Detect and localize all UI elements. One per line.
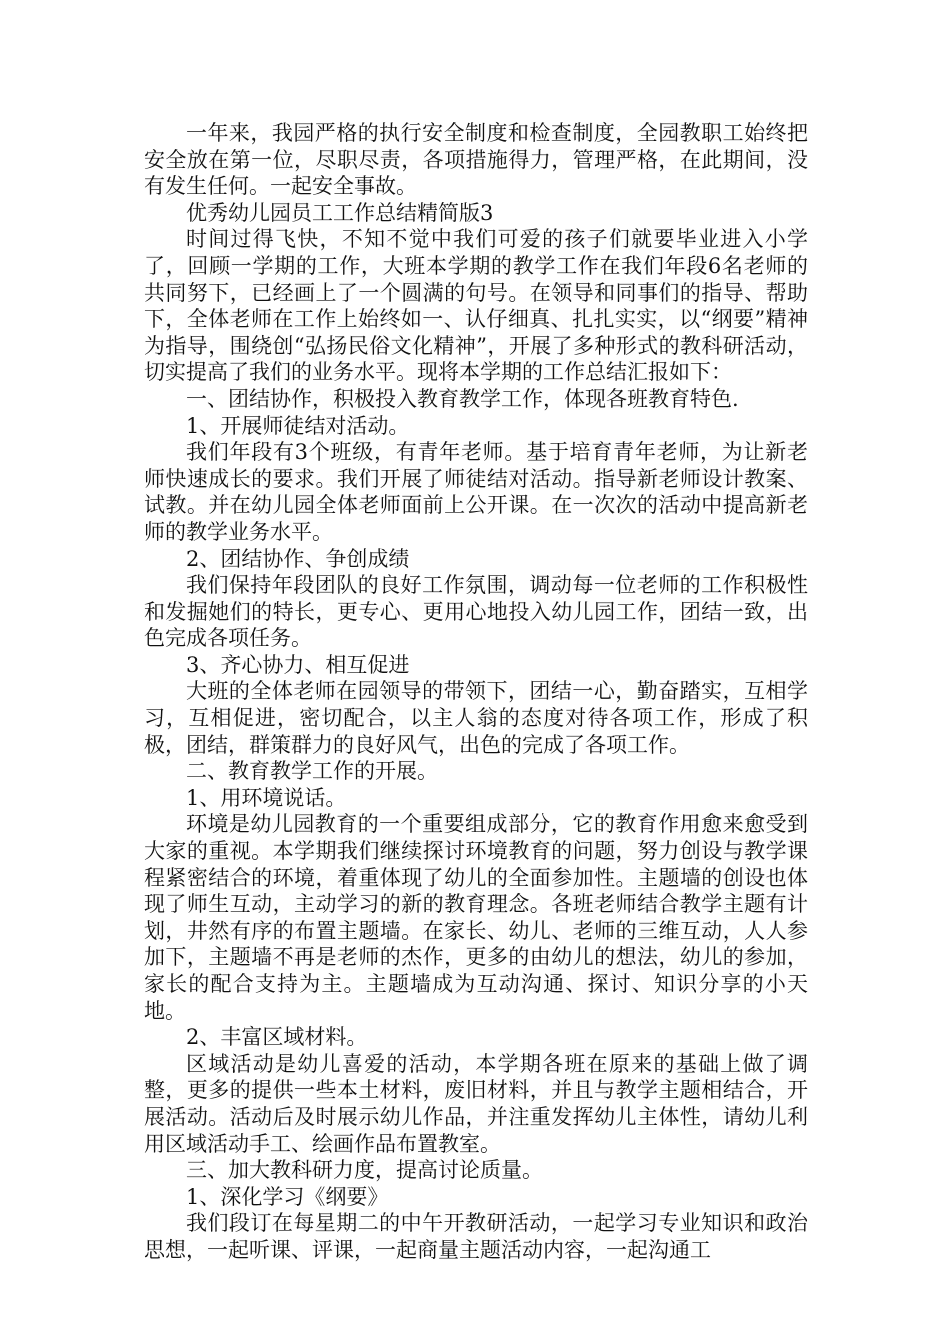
paragraph-safety-summary: 一年来，我园严格的执行安全制度和检查制度，全园教职工始终把安全放在第一位，尽职尽责，各项措施得力，管理严格，在此期间，没有发生任何。一起安全事故。 [144,121,808,199]
subheading-teamwork: 2、团结协作、争创成绩 [186,546,410,571]
paragraph-area-materials: 区域活动是幼儿喜爱的活动，本学期各班在原来的基础上做了调整，更多的提供一些本土材料，废旧材料，并且与教学主题相结合，开展活动。活动后及时展示幼儿作品，并注重发挥幼儿主体性，请幼儿利用区域活动手工、绘画作品布置教室。 [144,1051,808,1156]
document-body [144,120,808,1264]
paragraph-environment: 环境是幼儿园教育的一个重要组成部分，它的教育作用愈来愈受到大家的重视。本学期我们继续探讨环境教育的问题，努力创设与教学课程紧密结合的环境，着重体现了幼儿的全面参加性。主题墙的创设也体现了师生互动，主动学习的新的教育理念。各班老师结合教学主题有计划，井然有序的布置主题墙。在家长、幼儿、老师的三维互动，人人参加下，主题墙不再是老师的杰作，更多的由幼儿的想法，幼儿的参加，家长的配合支持为主。主题墙成为互动沟通、探讨、知识分享的小天地。 [144,812,808,1023]
paragraph-study-outline: 我们段订在每星期二的中午开教研活动，一起学习专业知识和政治思想，一起听课、评课，一起商量主题活动内容，一起沟通工 [144,1211,808,1262]
paragraph-intro: 时间过得飞快，不知不觉中我们可爱的孩子们就要毕业进入小学了，回顾一学期的工作，大班本学期的教学工作在我们年段6名老师的共同努下，已经画上了一个圆满的句号。在领导和同事们的指导、帮助下，全体老师在工作上始终如一、认仔细真、扎扎实实，以“纲要”精神为指导，围绕创“弘扬民俗文化精神”，开展了多种形式的教科研活动，切实提高了我们的业务水平。现将本学期的工作总结汇报如下： [144,227,808,385]
subheading-environment: 1、用环境说话。 [186,785,347,810]
subheading-mentoring: 1、开展师徒结对活动。 [186,413,410,438]
heading-part-three: 三、加大教科研力度，提高讨论质量。 [186,1158,543,1183]
paragraph-cooperation: 大班的全体老师在园领导的带领下，团结一心，勤奋踏实，互相学习，互相促进，密切配合，以主人翁的态度对待各项工作，形成了积极，团结，群策群力的良好风气，出色的完成了各项工作。 [144,679,808,757]
subheading-study-outline: 1、深化学习《纲要》 [186,1184,389,1209]
paragraph-mentoring: 我们年段有3个班级，有青年老师。基于培育青年老师，为让新老师快速成长的要求。我们开展了师徒结对活动。指导新老师设计教案、试教。并在幼儿园全体老师面前上公开课。在一次次的活动中提高新老师的教学业务水平。 [144,440,808,544]
subheading-area-materials: 2、丰富区域材料。 [186,1025,368,1050]
heading-part-two: 二、教育教学工作的开展。 [186,759,438,784]
section-title: 优秀幼儿园员工工作总结精简版3 [186,200,494,225]
paragraph-teamwork: 我们保持年段团队的良好工作氛围，调动每一位老师的工作积极性和发掘她们的特长，更专心、更用心地投入幼儿园工作，团结一致，出色完成各项任务。 [144,573,808,651]
heading-part-one: 一、团结协作，积极投入教育教学工作，体现各班教育特色. [186,386,739,411]
subheading-cooperation: 3、齐心协力、相互促进 [186,652,410,677]
